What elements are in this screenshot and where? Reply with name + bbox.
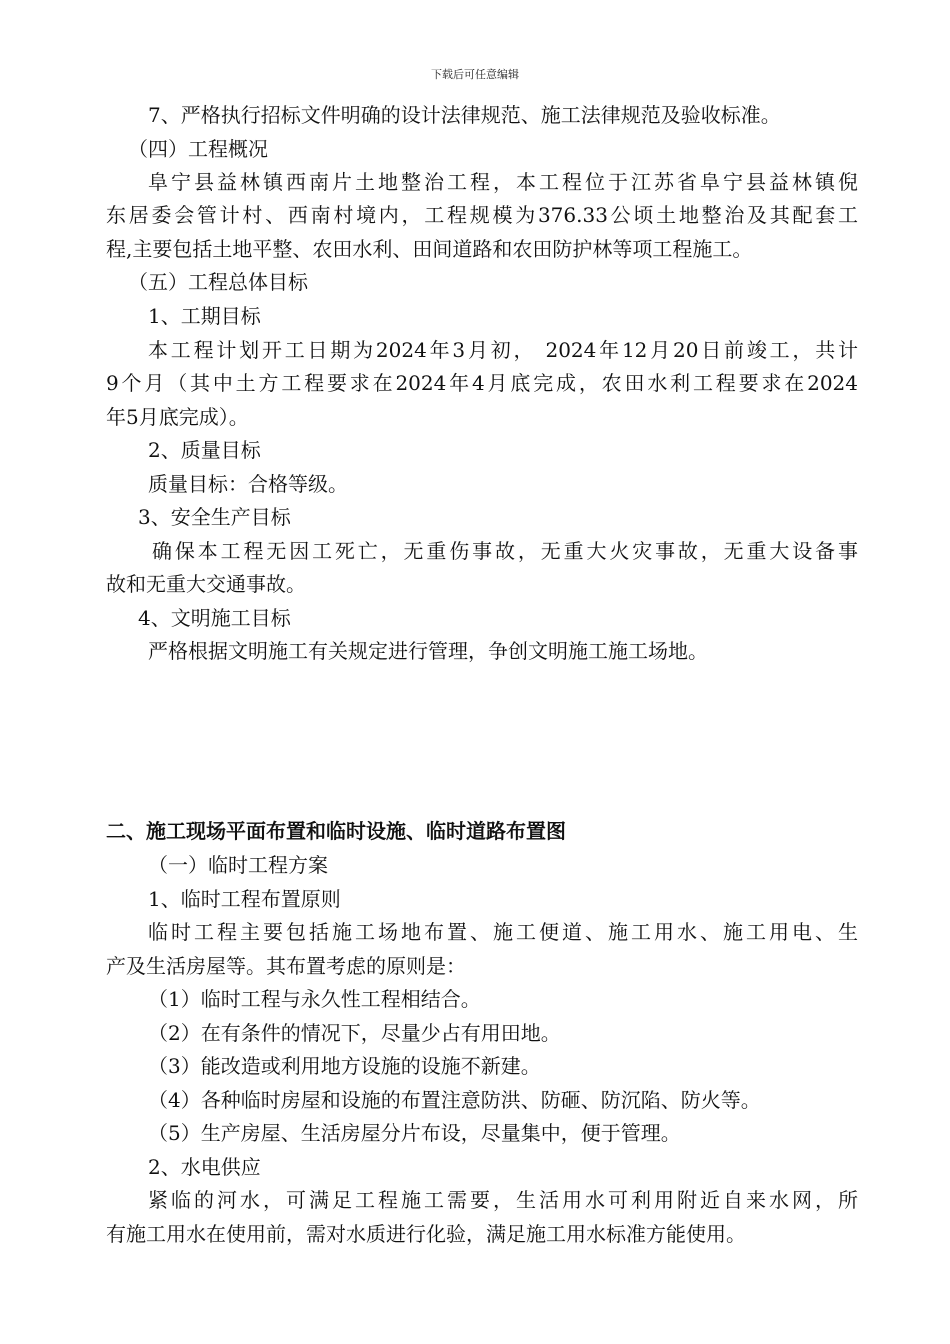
overview-line-2: 东居委会管计村、西南村境内，工程规模为376.33公顷土地整治及其配套工 xyxy=(106,203,858,227)
goal-1-line-2: 9个月（其中土方工程要求在2024年4月底完成，农田水利工程要求在2024 xyxy=(106,371,858,395)
goal-3-title: 3、安全生产目标 xyxy=(138,505,291,529)
goal-1-line-3: 年5月底完成）。 xyxy=(106,405,249,429)
principle-3: （3）能改造或利用地方设施的设施不新建。 xyxy=(148,1054,541,1078)
principle-5: （5）生产房屋、生活房屋分片布设，尽量集中，便于管理。 xyxy=(148,1121,681,1145)
goal-1-title: 1、工期目标 xyxy=(148,304,261,328)
principles-line-2: 产及生活房屋等。其布置考虑的原则是： xyxy=(106,954,466,978)
goals-title: （五）工程总体目标 xyxy=(128,270,308,294)
utilities-line-1: 紧临的河水，可满足工程施工需要，生活用水可利用附近自来水网，所 xyxy=(148,1188,858,1212)
principle-1: （1）临时工程与永久性工程相结合。 xyxy=(148,987,481,1011)
goal-3-line-1: 确保本工程无因工死亡，无重伤事故，无重大火灾事故，无重大设备事 xyxy=(152,539,858,563)
principle-2: （2）在有条件的情况下，尽量少占有用田地。 xyxy=(148,1021,561,1045)
principles-line-1: 临时工程主要包括施工场地布置、施工便道、施工用水、施工用电、生 xyxy=(148,920,858,944)
goal-1-line-1: 本工程计划开工日期为2024年3月初， 2024年12月20日前竣工，共计 xyxy=(148,338,858,362)
item-7: 7、严格执行招标文件明确的设计法律规范、施工法律规范及验收标准。 xyxy=(148,103,781,127)
goal-2-title: 2、质量目标 xyxy=(148,438,261,462)
principle-4: （4）各种临时房屋和设施的布置注意防洪、防砸、防沉陷、防火等。 xyxy=(148,1088,761,1112)
overview-line-3: 程,主要包括土地平整、农田水利、田间道路和农田防护林等项工程施工。 xyxy=(106,237,753,261)
goal-4-title: 4、文明施工目标 xyxy=(138,606,291,630)
goal-2-line-1: 质量目标：合格等级。 xyxy=(148,472,348,496)
section-2-title: 二、施工现场平面布置和临时设施、临时道路布置图 xyxy=(106,819,566,843)
overview-line-1: 阜宁县益林镇西南片土地整治工程，本工程位于江苏省阜宁县益林镇倪 xyxy=(148,170,858,194)
utilities-line-2: 有施工用水在使用前，需对水质进行化验，满足施工用水标准方能使用。 xyxy=(106,1222,746,1246)
subsection-1-title: （一）临时工程方案 xyxy=(148,853,328,877)
utilities-title: 2、水电供应 xyxy=(148,1155,261,1179)
principles-title: 1、临时工程布置原则 xyxy=(148,887,341,911)
goal-4-line-1: 严格根据文明施工有关规定进行管理，争创文明施工施工场地。 xyxy=(148,639,708,663)
overview-title: （四）工程概况 xyxy=(128,137,268,161)
goal-3-line-2: 故和无重大交通事故。 xyxy=(106,572,306,596)
page-header: 下载后可任意编辑 xyxy=(431,68,519,81)
